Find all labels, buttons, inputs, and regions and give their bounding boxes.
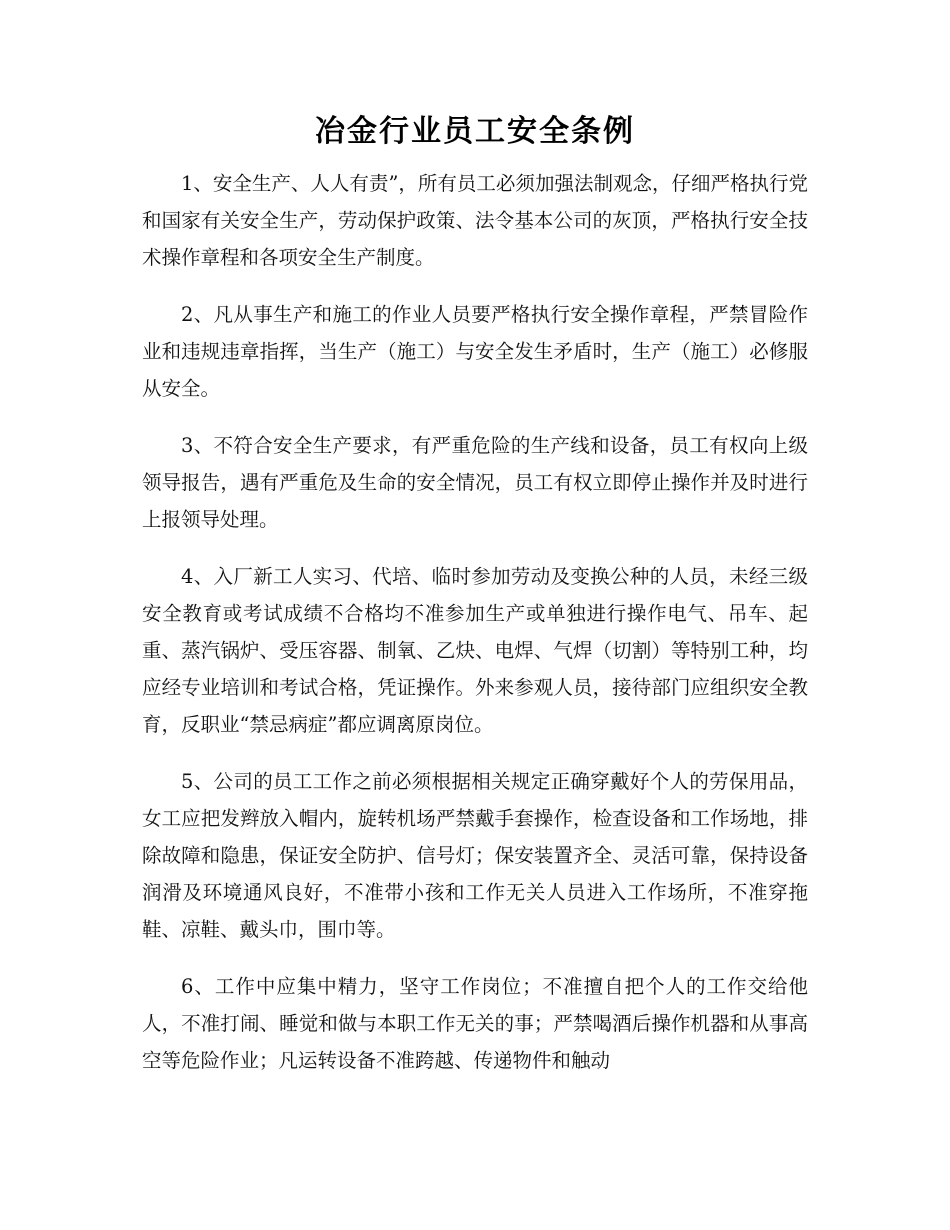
paragraph-1: 1、安全生产、人人有责”，所有员工必须加强法制观念，仔细严格执行党和国家有关安全生产，劳动保护政策、法令基本公司的灰顶，严格执行安全技术操作章程和各项安全生产制度。: [142, 172, 808, 269]
paragraph-5: 5、公司的员工工作之前必须根据相关规定正确穿戴好个人的劳保用品，女工应把发辫放入帽内，旋转机场严禁戴手套操作，检查设备和工作场地，排除故障和隐患，保证安全防护、信号灯；保安装置齐全、灵活可靠，保持设备润滑及环境通风良好，不准带小孩和工作无关人员进入工作场所，不准穿拖鞋、凉鞋、戴头巾，围巾等。: [142, 770, 808, 941]
paragraph-3: 3、不符合安全生产要求，有严重危险的生产线和设备，员工有权向上级领导报告，遇有严重危及生命的安全情况，员工有权立即停止操作并及时进行上报领导处理。: [142, 434, 808, 531]
paragraph-6: 6、工作中应集中精力，坚守工作岗位；不准擅自把个人的工作交给他人，不准打闹、睡觉和做与本职工作无关的事；严禁喝酒后操作机器和从事高空等危险作业；凡运转设备不准跨越、传递物件和触动: [142, 975, 808, 1072]
document-title: 冶金行业员工安全条例: [315, 114, 635, 149]
document-body: [142, 165, 808, 1099]
paragraph-4: 4、入厂新工人实习、代培、临时参加劳动及变换公种的人员，未经三级安全教育或考试成绩不合格均不准参加生产或单独进行操作电气、吊车、起重、蒸汽锅炉、受压容器、制氧、乙炔、电焊、气焊（切割）等特别工种，均应经专业培训和考试合格，凭证操作。外来参观人员，接待部门应组织安全教育，反职业“禁忌病症”都应调离原岗位。: [142, 565, 808, 736]
paragraph-2: 2、凡从事生产和施工的作业人员要严格执行安全操作章程，严禁冒险作业和违规违章指挥，当生产（施工）与安全发生矛盾时，生产（施工）必修服从安全。: [142, 303, 808, 400]
